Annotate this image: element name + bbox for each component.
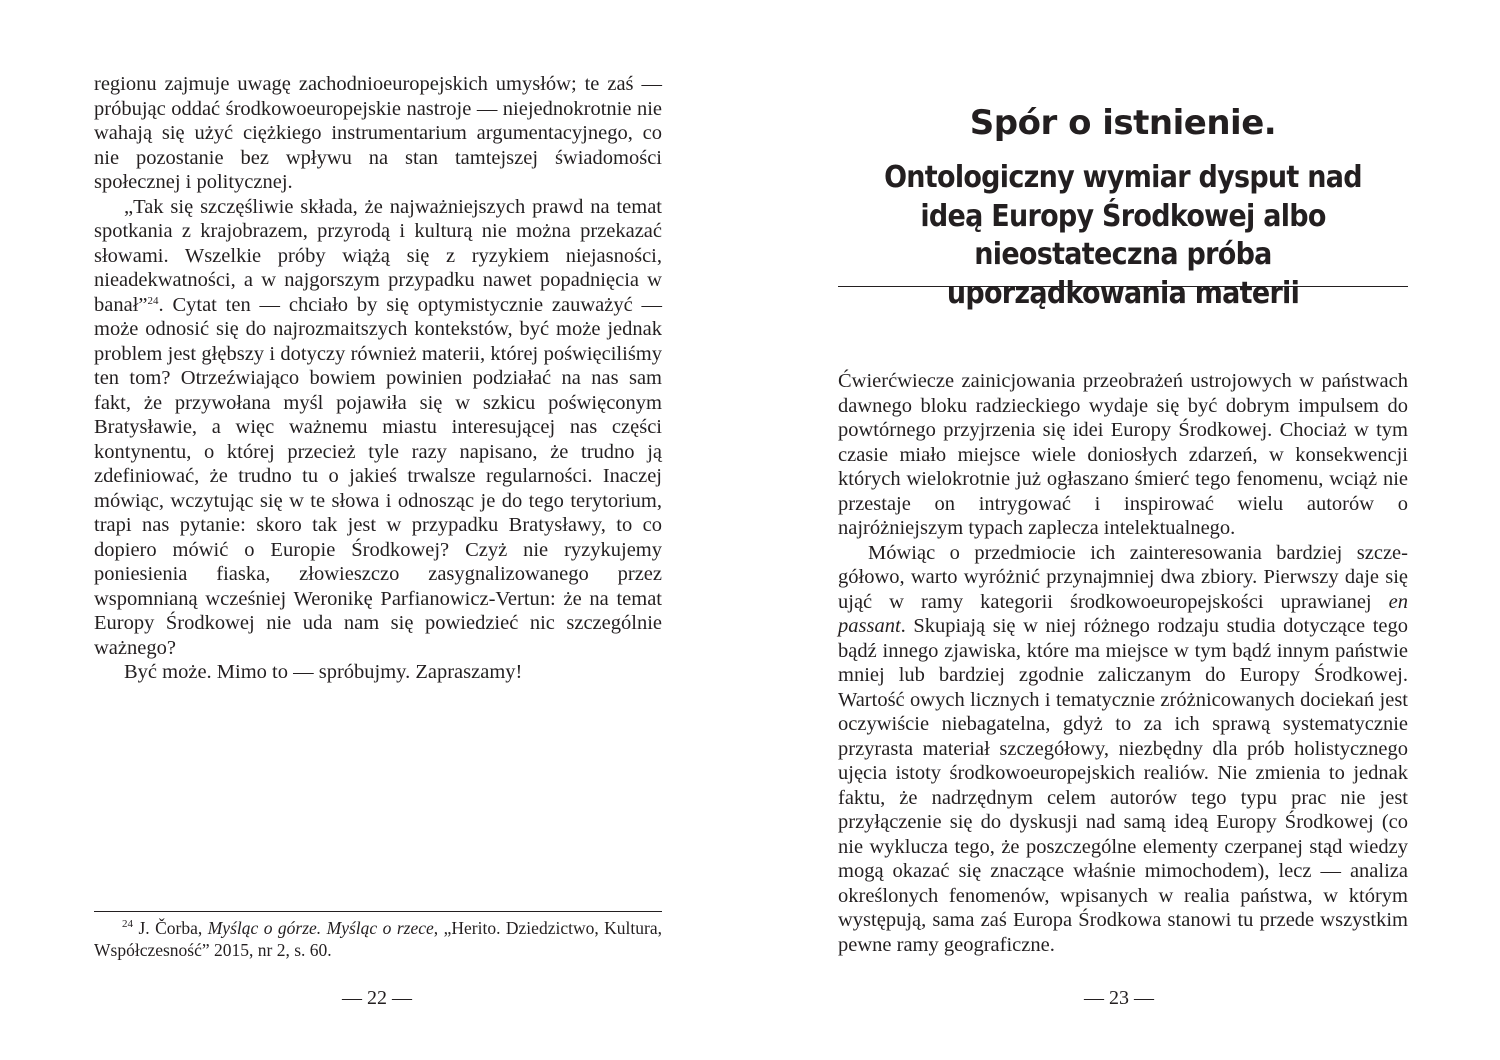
right-page-body <box>838 369 1408 957</box>
quote-text: „Tak się szczęśliwie składa, że najważniejszych prawd na temat spotkania z krajobrazem, przyrodą i kulturą nie można przekazać słowami. Wszelkie próby wiążą się z ryzykiem niejasności, nieadekwatności, a w najgorszym przypadku nawet popadnięcia w banał” <box>94 195 662 316</box>
page-number: — 23 — <box>1084 987 1154 1009</box>
chapter-title-subtitle: Ontologiczny wymiar dysput nad ideą Europy Środkowej albo nieostateczna próba uporządkowania materii <box>884 160 1362 311</box>
footnote <box>94 917 662 961</box>
paragraph: regionu zajmuje uwagę zachodnioeuropejskich umysłów; te zaś — próbując oddać środkowoeuropejskie nastroje — niejednokrotnie nie wahają się użyć ciężkiego instrumentarium argumentacyjnego, co nie pozostanie bez wpływu na stan tamtejszej świadomości społecznej i politycznej. <box>94 73 662 193</box>
right-page <box>838 0 1408 1060</box>
page-number: — 22 — <box>342 987 412 1009</box>
footnote-title: Myśląc o górze. Myśląc o rzece <box>207 918 434 938</box>
footnote-number: 24 <box>122 918 133 930</box>
left-page-body <box>94 72 662 685</box>
footnote-author: J. Čorba, <box>138 918 208 938</box>
paragraph-text: . Skupiają się w niej różnego rodzaju studia dotyczące tego bądź innego zjawiska, które ma miejsce w tym bądź innym państwie mniej lub bardziej zgodnie zaliczanym do Europy Środkowej. Wartość owych licznych i tematycznie zróżnicowanych dociekań jest oczywiście niebagatelna, gdyż to za ich sprawą systematycznie przyrasta materiał szczegółowy, niezbędny dla prób holistycznego ujęcia istoty środkowoeuropejskich realiów. Nie zmienia to jednak faktu, że nadrzędnym celem autorów tego typu prac nie jest przyłączenie się do dyskusji nad samą ideą Europy Środkowej (co nie wyklucza tego, że poszczególne elementy czerpanej stąd wiedzy mogą okazać się znaczące właśnie mimochodem), lecz — analiza określonych fenomenów, wpisanych w realia państwa, w którym występują, sama zaś Europa Środkowa stanowi tu przede wszystkim pewne ramy geograficzne. <box>838 615 1408 956</box>
paragraph <box>838 541 1408 958</box>
paragraph-text: Mówiąc o przedmiocie ich zainteresowania bardziej szczegółowo, warto wyróżnić przynajmniej dwa zbiory. Pierwszy daje się ująć w ramy kategorii środkowoeuropejskości uprawianej <box>838 541 1408 613</box>
chapter-title-main: Spór o istnienie. <box>969 103 1277 143</box>
italic-phrase: en passant <box>838 590 1408 637</box>
footnote-divider <box>94 911 662 912</box>
title-divider <box>838 286 1408 287</box>
paragraph: Ćwierćwiecze zainicjowania przeobrażeń ustrojowych w państwach dawnego bloku radzieckiego wydaje się być dobrym impulsem do powtórnego przyjrzenia się idei Europy Środkowej. Chociaż w tym czasie miało miejsce wiele doniosłych zdarzeń, w konsekwencji których wielokrotnie już ogłaszano śmierć tego fenomenu, wciąż nie przestaje on intrygować i inspirować wielu autorów o najróżniejszym typach zaplecza intelektualnego. <box>838 370 1408 539</box>
paragraph: Być może. Mimo to — spróbujmy. Zapraszamy! <box>124 661 523 683</box>
footnote-source: , „Herito. Dziedzictwo, Kultura, Współczesność” 2015, nr 2, s. 60. <box>94 918 663 960</box>
left-page <box>94 0 662 1060</box>
footnote-reference[interactable]: 24 <box>147 294 159 307</box>
paragraph-quote <box>94 195 662 661</box>
quote-continuation: . Cytat ten — chciało by się optymistycznie zauważyć — może odnosić się do najrozmaitszych kontekstów, być może jednak problem jest głębszy i dotyczy również materii, której poświęciliśmy ten tom? Otrzeźwiająco bowiem powinien podziałać na nas sam fakt, że przywołana myśl pojawiła się w szkicu poświęconym Bratysławie, a więc ważnemu miastu interesującej nas części kontynentu, o której przecież tyle razy napisano, że trudno ją zdefiniować, że trudno tu o jakieś trwalsze regularności. Inaczej mówiąc, wczytując się w te słowa i odnosząc je do tego terytorium, trapi nas pytanie: skoro tak jest w przypadku Bratysławy, to co dopiero mówić o Europie Środkowej? Czyż nie ryzykujemy poniesienia fiaska, złowieszczo zasygnalizowanego przez wspomnianą wcześniej Weronikę Parfianowicz-Vertun: że na temat Europy Środkowej nie uda nam się powiedzieć nic szczególnie ważnego? <box>94 293 662 659</box>
chapter-title <box>838 102 1408 313</box>
